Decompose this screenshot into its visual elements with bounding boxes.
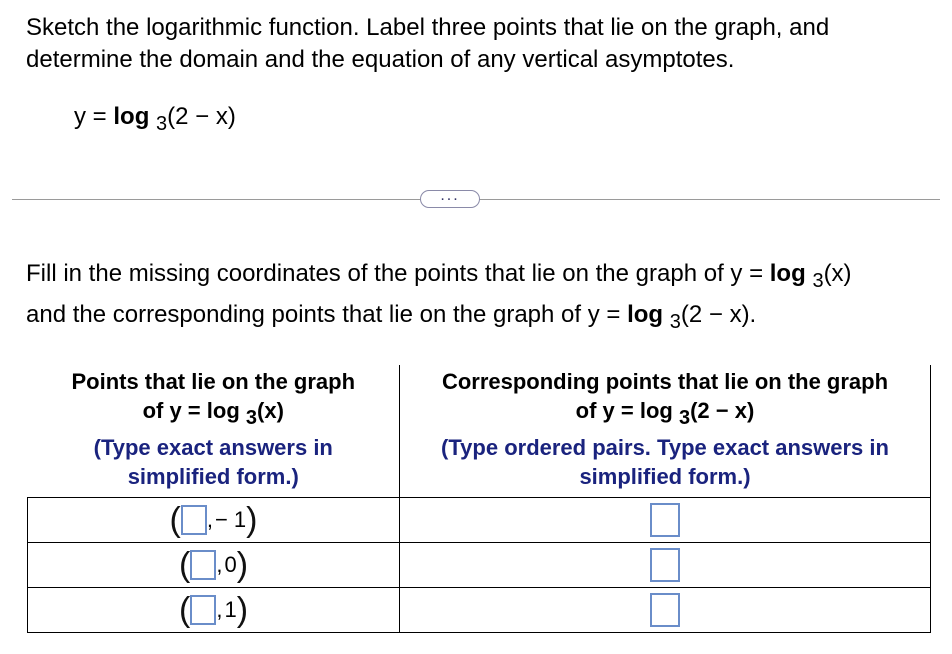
- col1-header-fn: of y = log: [142, 398, 240, 423]
- fill-line2-arg: (2 − x).: [680, 301, 757, 328]
- open-paren: (: [178, 591, 191, 629]
- fill-instruction-line-2: [26, 295, 946, 336]
- col2-header-base: 3: [678, 407, 691, 429]
- open-paren: (: [178, 546, 191, 584]
- close-paren: ): [236, 591, 249, 629]
- corresponding-point-input-3[interactable]: [650, 593, 680, 627]
- log-x-point-cell: [28, 543, 400, 588]
- col2-header-fn: of y = log: [575, 398, 673, 423]
- show-more-button[interactable]: [420, 187, 480, 208]
- fill-line2-base: 3: [669, 311, 681, 333]
- col1-header-arg: (x): [257, 398, 284, 423]
- col1-note-line2: simplified form.): [127, 464, 299, 489]
- col1-header-line1: Points that lie on the graph: [71, 369, 356, 394]
- col1-note-line1: (Type exact answers in: [93, 435, 333, 460]
- points-table: [27, 365, 931, 633]
- function-equation: [74, 102, 236, 133]
- fill-line2-text: and the corresponding points that lie on the graph of y =: [26, 301, 628, 328]
- x-coordinate-input-2[interactable]: [190, 550, 216, 580]
- corresponding-point-cell: [400, 543, 931, 588]
- log-x-point-cell: [28, 588, 400, 633]
- col2-note: [402, 433, 928, 491]
- column-header-log-x: [28, 365, 400, 498]
- y-value: − 1: [214, 507, 247, 532]
- table-row: [28, 543, 931, 588]
- y-value: 0: [224, 552, 237, 577]
- equation-base: 3: [156, 113, 168, 135]
- fill-instruction-line-1: [26, 254, 946, 295]
- equation-lhs: y =: [74, 103, 114, 130]
- close-paren: ): [246, 501, 258, 539]
- col1-header-base: 3: [245, 407, 258, 429]
- fill-line1-log: log: [769, 260, 806, 287]
- table-header-row: [28, 365, 931, 498]
- ordered-pair: [179, 593, 248, 627]
- col1-note: [30, 433, 398, 491]
- y-value: 1: [224, 597, 237, 622]
- column-header-log-2-minus-x: [400, 365, 931, 498]
- corresponding-point-cell: [400, 588, 931, 633]
- comma: ,: [216, 597, 223, 622]
- equation-log: log: [113, 103, 150, 130]
- fill-line1-base: 3: [812, 270, 824, 292]
- col2-header-line1: Corresponding points that lie on the graph: [441, 369, 889, 394]
- table-row: [28, 498, 931, 543]
- fill-instruction: [26, 254, 946, 336]
- col2-note-line1: (Type ordered pairs. Type exact answers in: [441, 435, 889, 460]
- col1-header-line2: [30, 396, 398, 427]
- fill-line1-arg: (x): [823, 260, 852, 287]
- close-paren: ): [236, 546, 249, 584]
- corresponding-point-input-1[interactable]: [650, 503, 680, 537]
- ellipsis-icon: ...: [440, 187, 460, 204]
- fill-line1-text: Fill in the missing coordinates of the points that lie on the graph of y =: [26, 260, 770, 287]
- ordered-pair: [179, 548, 248, 582]
- comma: ,: [206, 507, 213, 532]
- comma: ,: [216, 552, 223, 577]
- log-x-point-cell: [28, 498, 400, 543]
- x-coordinate-input-1[interactable]: [181, 505, 207, 535]
- question-prompt: Sketch the logarithmic function. Label three points that lie on the graph, and determine the domain and the equation of any vertical asymptotes.: [26, 14, 830, 73]
- corresponding-point-cell: [400, 498, 931, 543]
- fill-line2-log: log: [627, 301, 664, 328]
- x-coordinate-input-3[interactable]: [190, 595, 216, 625]
- col2-note-line2: simplified form.): [579, 464, 751, 489]
- equation-argument: (2 − x): [167, 103, 236, 130]
- corresponding-point-input-2[interactable]: [650, 548, 680, 582]
- ordered-pair: [170, 503, 258, 537]
- col2-header-line2: [402, 396, 928, 427]
- table-row: [28, 588, 931, 633]
- col2-header-arg: (2 − x): [690, 398, 755, 423]
- open-paren: (: [169, 501, 181, 539]
